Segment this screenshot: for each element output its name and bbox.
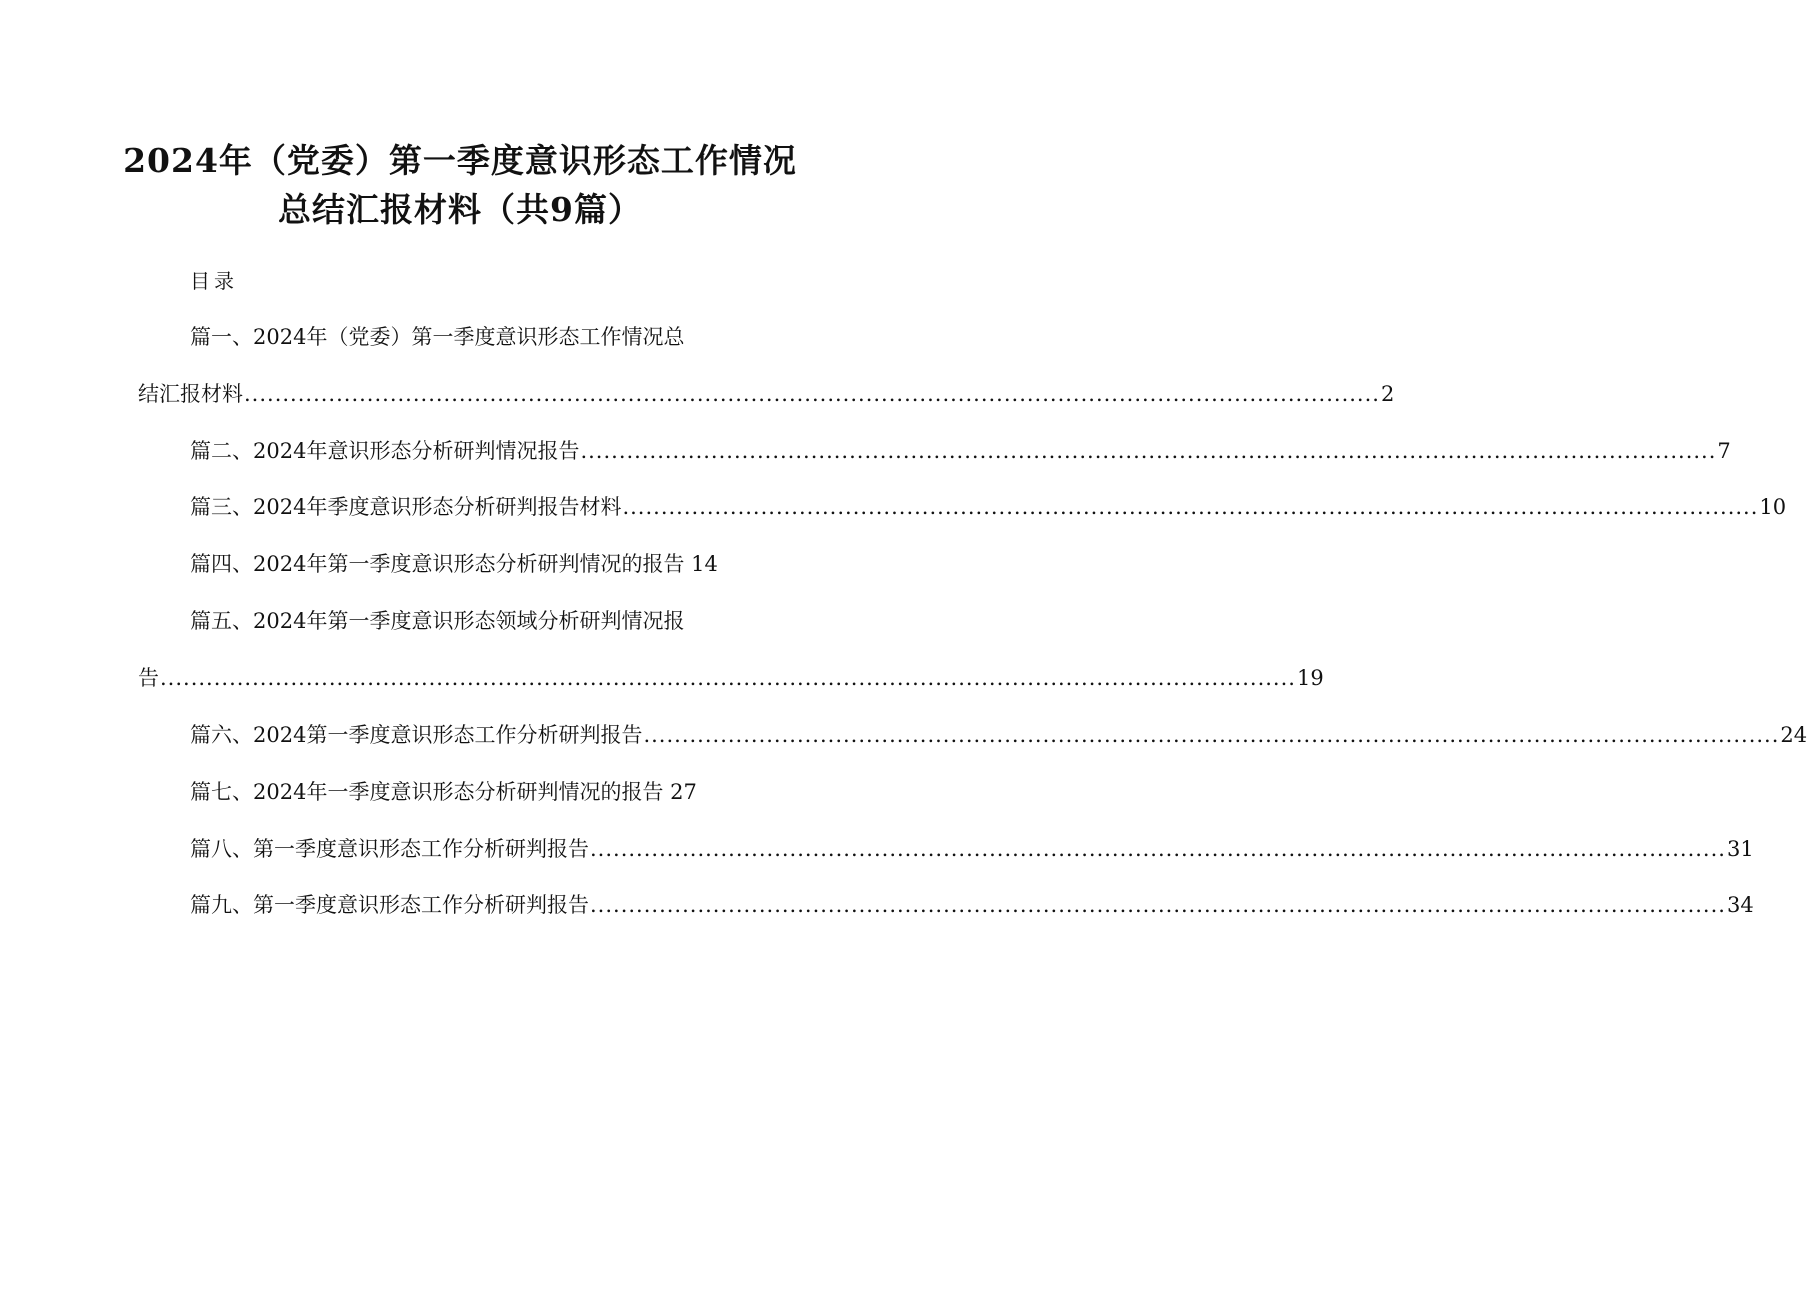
toc-entry-label: 篇三、2024年季度意识形态分析研判报告材料 (190, 495, 622, 519)
toc-entry-label: 篇八、第一季度意识形态工作分析研判报告 (190, 837, 589, 861)
toc-entry-4[interactable] (190, 554, 718, 575)
toc-entry-9[interactable] (190, 893, 1754, 917)
toc-page-number: 31 (1726, 837, 1754, 861)
toc-page-number: 7 (1717, 439, 1731, 463)
document-title-line-2: 总结汇报材料（共9篇） (278, 190, 642, 229)
toc-entry-6[interactable] (190, 723, 1807, 747)
toc-page-number: 19 (1296, 666, 1324, 690)
dot-leader: .................................................................................................................................................... (244, 382, 1380, 406)
toc-entry-1-line-2[interactable] (138, 382, 1395, 406)
dot-leader: .................................................................................................................................................... (580, 439, 1717, 463)
toc-page-number: 10 (1759, 495, 1787, 519)
toc-entry-5-line-2[interactable] (138, 666, 1324, 690)
toc-page-number: 2 (1380, 382, 1395, 406)
toc-entry-label: 结汇报材料 (138, 382, 243, 406)
toc-entry-8[interactable] (190, 837, 1754, 861)
dot-leader: .................................................................................................................................................... (590, 893, 1726, 917)
document-title-line-1: 2024年（党委）第一季度意识形态工作情况 (123, 141, 797, 180)
toc-entry-label: 篇九、第一季度意识形态工作分析研判报告 (190, 893, 589, 917)
dot-leader: .................................................................................................................................................... (643, 723, 1780, 747)
toc-entry-label: 告 (138, 666, 159, 690)
toc-page-number: 14 (691, 552, 718, 576)
toc-heading: 目录 (190, 269, 238, 293)
toc-page-number: 27 (670, 780, 697, 804)
toc-page-number: 34 (1726, 893, 1754, 917)
toc-entry-2[interactable] (190, 439, 1731, 463)
toc-entry-label: 篇四、2024年第一季度意识形态分析研判情况的报告 (190, 552, 692, 576)
dot-leader: .................................................................................................................................................... (622, 495, 1759, 519)
toc-entry-label: 篇五、2024年第一季度意识形态领域分析研判情况报 (190, 609, 685, 633)
toc-entry-7[interactable] (190, 782, 697, 803)
toc-entry-label: 篇二、2024年意识形态分析研判情况报告 (190, 439, 580, 463)
dot-leader: .................................................................................................................................................... (590, 837, 1726, 861)
toc-entry-1-line-1[interactable] (190, 327, 684, 348)
toc-page-number: 24 (1780, 723, 1807, 747)
toc-entry-label: 篇六、2024第一季度意识形态工作分析研判报告 (190, 723, 643, 747)
toc-entry-label: 篇七、2024年一季度意识形态分析研判情况的报告 (190, 780, 671, 804)
toc-entry-5-line-1[interactable] (190, 611, 684, 632)
dot-leader: .................................................................................................................................................... (160, 666, 1296, 690)
toc-entry-label: 篇一、2024年（党委）第一季度意识形态工作情况总 (190, 325, 685, 349)
toc-entry-3[interactable] (190, 495, 1787, 519)
